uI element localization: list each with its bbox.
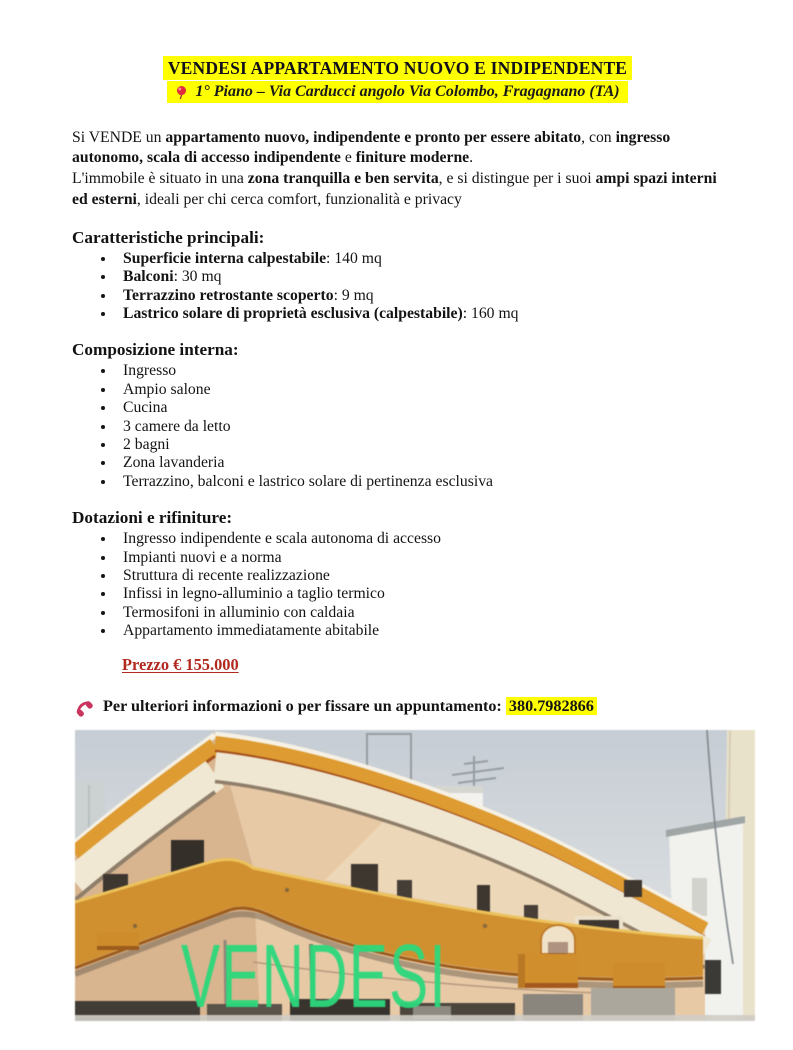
list-item: • Cucina	[116, 399, 723, 417]
property-photo	[75, 730, 755, 1021]
phone-number: 380.7982866	[506, 697, 597, 715]
title-block	[72, 56, 723, 105]
list-item: • Impianti nuovi e a norma	[116, 549, 723, 567]
location-pin-icon	[175, 85, 188, 100]
list-item: • Terrazzino retrostante scoperto: 9 mq	[116, 287, 723, 305]
layout-list	[72, 362, 723, 491]
contact-text: Per ulteriori informazioni o per fissare un appuntamento: 380.7982866	[103, 697, 597, 716]
intro-paragraph-1: Si VENDE un appartamento nuovo, indipendente e pronto per essere abitato, con ingresso autonomo, scala di accesso indipendente e finiture moderne.	[72, 128, 671, 167]
list-item: • Termosifoni in alluminio con caldaia	[116, 604, 723, 622]
list-item: • Struttura di recente realizzazione	[116, 567, 723, 585]
list-item: • Lastrico solare di proprietà esclusiva (calpestabile): 160 mq	[116, 305, 723, 323]
list-item: • 2 bagni	[116, 436, 723, 454]
building-photo-graphic	[75, 730, 755, 1021]
contact-line	[72, 696, 723, 718]
section-heading-caratteristiche: Caratteristiche principali:	[72, 227, 265, 247]
list-item: • Ampio salone	[116, 381, 723, 399]
list-item: • Zona lavanderia	[116, 454, 723, 472]
list-item: • Appartamento immediatamente abitabile	[116, 622, 723, 640]
list-item: • Infissi in legno-alluminio a taglio termico	[116, 585, 723, 603]
price: Prezzo € 155.000	[122, 654, 239, 674]
page-subtitle	[167, 81, 627, 103]
list-item: • Ingresso	[116, 362, 723, 380]
section-heading-dotazioni: Dotazioni e rifiniture:	[72, 508, 233, 528]
features-list	[72, 250, 723, 324]
finishes-list	[72, 530, 723, 640]
page-title: VENDESI APPARTAMENTO NUOVO E INDIPENDENTE	[163, 56, 632, 80]
list-item: • Ingresso indipendente e scala autonoma di accesso	[116, 530, 723, 548]
section-heading-composizione: Composizione interna:	[72, 340, 239, 360]
list-item: • Terrazzino, balconi e lastrico solare di pertinenza esclusiva	[116, 473, 723, 491]
list-item: • Superficie interna calpestabile: 140 mq	[116, 250, 723, 268]
telephone-receiver-icon	[72, 696, 94, 718]
list-item: • Balconi: 30 mq	[116, 268, 723, 286]
intro-paragraph-2: L'immobile è situato in una zona tranquilla e ben servita, e si distingue per i suoi ampi spazi interni ed esterni, ideali per chi cerca comfort, funzionalità e privacy	[72, 170, 717, 208]
list-item: • 3 camere da letto	[116, 418, 723, 436]
subtitle-text: 1° Piano – Via Carducci angolo Via Colombo, Fragagnano (TA)	[195, 83, 620, 100]
photo-overlay-text: VENDESI	[181, 926, 447, 1021]
